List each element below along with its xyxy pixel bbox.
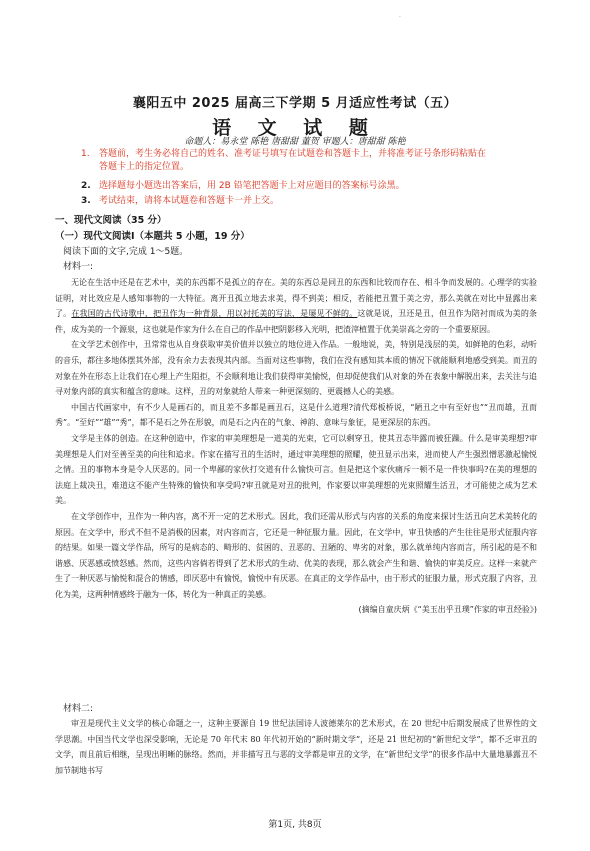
notice-text: 答题前，考生务必将自己的姓名、准考证号填写在试题卷和答题卡上，并将准考证号条形码粘贴在 [99, 149, 487, 159]
paragraph: 在文学创作中，丑作为一种内容，离不开一定的艺术形式。因此，我们还需从形式与内容的关系的角度来探讨生活丑向艺术美转化的原因。在文学中，形式不但不是消极的因素，对内容而言，它还是一种征服力量。因此，在文学中，审丑快感的产生往往是形式征服内容的结果。如果一篇文学作品，所写的是病态的、畸形的、贫困的、丑恶的、丑陋的、卑劣的对象，那么就单纯内容而言，所引起的是不和谐感、厌恶感或愤怒感。然而，这些内容倘若得到了艺术形式的生动、优美的表现，那么就会产生和谐、愉快的审美反应。这样一来就产生了一种厌恶与愉悦和混合的情感，即厌恶中有愉悦，愉悦中有厌恶。在真正的文学作品中，由于形式的征服力量，形式克服了内容，丑化为美，这两种情感终于融为一体，转化为一种真正的美感。 [55, 511, 537, 599]
notice-number: 3. [81, 196, 91, 206]
section-heading: 一、现代文阅读（35 分） [55, 215, 167, 226]
notice-item-3 [81, 195, 541, 208]
paragraph: 审丑是现代主义文学的核心命题之一，这种主要源自 19 世纪法国诗人波德莱尔的艺术形式，在 20 世纪中后期发展成了世界性的文学思潮。中国当代文学也深受影响，无论是 70 年代末 80 年代初开始的“新时期文学”，还是 21 世纪初的“新世纪文学”，都不乏审丑的文学，而且前后相继，呈现出明晰的脉络。然而，并非描写丑与恶的文学都是审丑的文学，在“新世纪文学”的很多作品中大量地暴露丑不加节制地书写 [55, 719, 537, 775]
material-2-label: 材料二: [63, 704, 94, 714]
paragraph-text: 无论在生活中还是在艺术中，美的东西都不是孤立的存在。美的东西总是同丑的东西和比较而存在、相斗争而发展的。心理学的实验证明，对比效应是人感知事物的一大特征。离开丑孤立地去求美，得不到美；相反，若能把丑置于美之旁，那么美就在对比中显露出来了。 [55, 278, 537, 319]
notice-text: 考试结束，请将本试题卷和答题卡一并上交。 [99, 196, 280, 206]
notice-number: 2. [81, 181, 91, 191]
paragraph-text: 这就是说，丑还是丑，但丑作为陪衬而成为美的条件，成为美的一个源泉，这也就是作家为什么在自己的作品中把阴影移入光明，把渣滓植置于优美崇高之旁的一个重要原因。 [55, 309, 538, 334]
notice-number: 1. [81, 149, 90, 159]
reading-instruction: 阅读下面的文字,完成 1～5题。 [63, 247, 189, 257]
paragraph [55, 275, 537, 337]
material-1-label: 材料一: [63, 262, 94, 272]
notice-text: 选择题每小题选出答案后，用 2B 铅笔把答题卡上对应题目的答案标号涂黑。 [99, 181, 405, 191]
material-1-passage [55, 275, 537, 618]
notice-item-1 [81, 148, 541, 174]
paragraph: 在文学艺术创作中，丑常常也从自身获取审美价值并以独立的地位进入作品。一般地说，美，特别是浅层的美，如鲜艳的色彩，动听的音乐，都往多地体摆其外部，没有余力去表现其内部。当面对这些事物，我们在没有感知其本质的情况下就能顺利地感受到美。而丑的对象在外在形态上让我们在心理上产生阻拒，不会顺利地让我们获得审美愉悦，但却促使我们从对象的外在表象中解脱出来，去关注与追寻对象内部的真实和蕴含的意味。这样，丑的对象就给人带来一种更深刻的、更震撼人心的美感。 [55, 340, 537, 397]
stray-dot: · [399, 14, 401, 21]
paragraph: 文学是主体的创造。在这种创造中，作家的审美理想是一道美的光束，它可以剩穿丑，使其丑态毕露而被狂躁。什么是审美理想?审美理想是人们对至善至美的向往和追求。作家在描写丑的生活时，通过审美理想的照耀，使丑显示出来，进而使人产生强烈憎恶激起愉悦之情。丑的事物本身是令人厌恶的。同一个卑鄙的家伙打交道有什么愉快可言。但是把这个家伙痛斥一顿不是一件快事吗?在美的理想的法庭上裁决丑，难道这不能产生特殊的愉快和享受吗?审丑就是对丑的批判，作家要以审美理想的光束照耀生活丑，才可能使之成为艺术美。 [55, 433, 537, 506]
notice-item-2 [81, 180, 541, 193]
authors-line: 命题人：易永堂 陈艳 唐甜甜 董贺 审题人：唐甜甜 陈艳 [184, 137, 406, 147]
page-number: 第1页, 共8页 [268, 820, 322, 830]
underlined-sentence: 在我国的古代诗歌中，把丑作为一种背景，用以衬托美的写法，是屡见不鲜的。 [71, 309, 358, 319]
exam-title: 襄阳五中 2025 届高三下学期 5 月适应性考试（五） [132, 96, 458, 111]
source-citation: (摘编自童庆炳《“美玉出乎丑璞”作家的审丑经验》) [358, 605, 537, 615]
material-2-passage [55, 716, 537, 778]
subsection-heading: （一）现代文阅读Ⅰ（本题共 5 小题，19 分） [55, 231, 250, 242]
subject-title: 语 文 试 题 [212, 117, 378, 139]
paragraph: 中国古代画家中，有不少人是画石的，而且差不多都是画丑石，这是什么道理?清代郑板桥说，“陋丑之中有至好也”“丑而雄，丑而秀”。“至好”“雄”“秀”，都不是石之外在形貌，而是石之内在的气象、神韵、意味与象征，是更深层的东西。 [55, 402, 537, 428]
notice-continuation: 答题卡上的指定位置。 [99, 162, 190, 172]
